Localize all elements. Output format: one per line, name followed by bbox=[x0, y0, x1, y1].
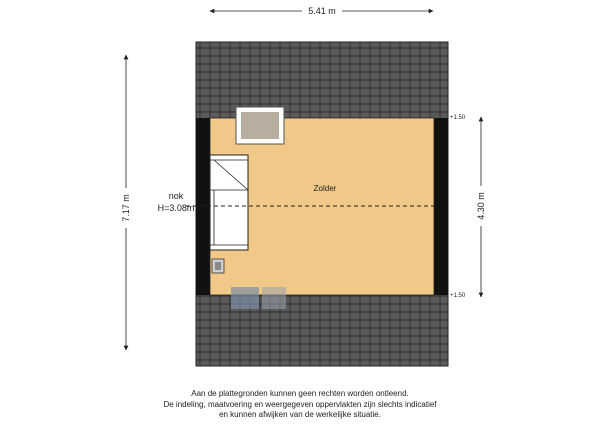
right-wall bbox=[434, 118, 448, 295]
depth-dimension-label: 7.17 m bbox=[121, 194, 131, 222]
level-top: +1.50 bbox=[450, 115, 466, 121]
ridge-label-text: nok bbox=[168, 191, 184, 201]
skylight-glass bbox=[241, 112, 279, 139]
width-dimension bbox=[210, 5, 433, 17]
room-label: Zolder bbox=[313, 184, 337, 193]
depth-dimension bbox=[119, 55, 133, 350]
roof-window-right bbox=[262, 287, 286, 309]
inner-dimension-label: 4.30 m bbox=[476, 192, 486, 220]
disclaimer bbox=[0, 389, 600, 421]
level-bottom: +1.50 bbox=[450, 293, 466, 299]
boiler-fixture-detail bbox=[215, 262, 221, 270]
ridge-height-text: H=3.08m bbox=[157, 203, 195, 213]
disclaimer-line-1: Aan de plattegronden kunnen geen rechten worden ontleend. bbox=[191, 389, 409, 398]
inner-dimension bbox=[474, 117, 488, 297]
disclaimer-line-2: De indeling, maatvoering en weergegeven oppervlakten zijn slechts indicatief bbox=[163, 399, 437, 409]
width-dimension-label: 5.41 m bbox=[308, 6, 336, 16]
disclaimer-line-3: en kunnen afwijken van de werkelijke situatie. bbox=[219, 410, 381, 419]
stairwell bbox=[210, 155, 248, 250]
roof-window-left bbox=[231, 287, 259, 309]
